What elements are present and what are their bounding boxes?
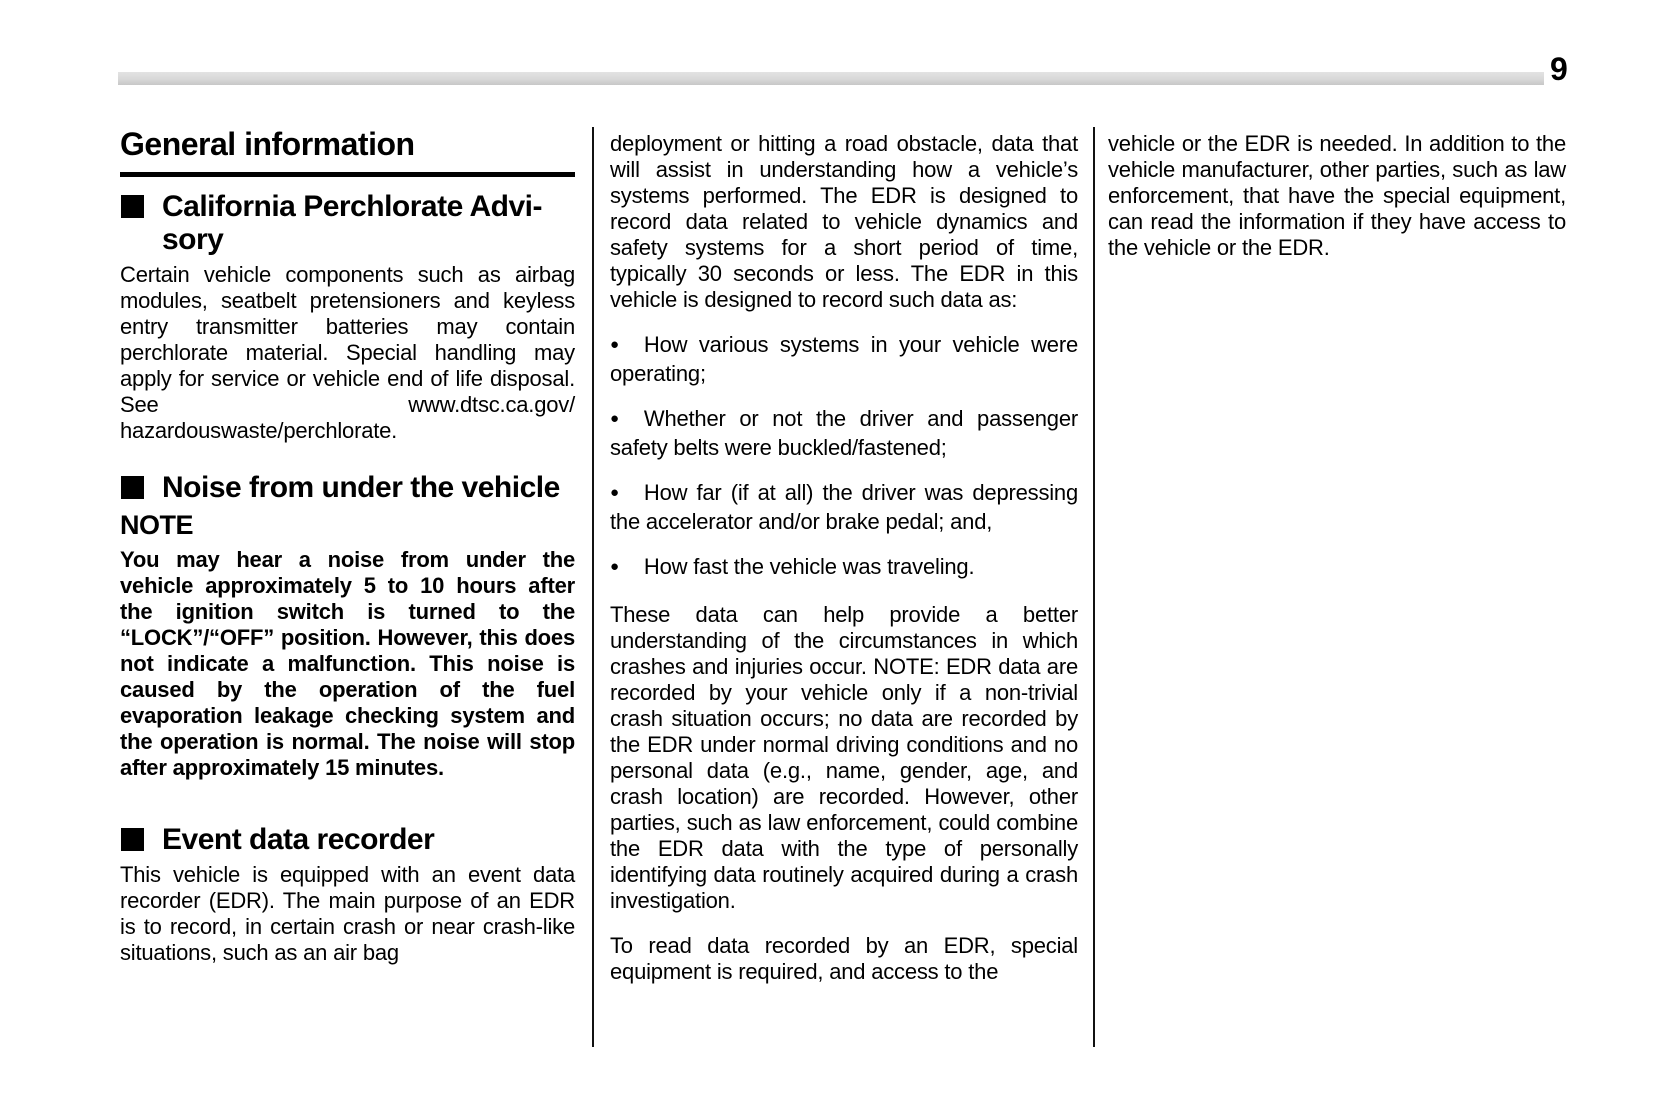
bullet-item <box>610 406 1078 461</box>
section-heading-text: Event data recorder <box>162 823 435 856</box>
bullet-item <box>610 480 1078 535</box>
note-paragraph: You may hear a noise from under the vehicle approximately 5 to 10 hours after the ignition switch is turned to the “LOCK”/“OFF” position. However, this does not indicate a malfunction. This noise is caused by the operation of the fuel evaporation leakage checking system and the operation is normal. The noise will stop after approximately 15 minutes. <box>120 547 575 780</box>
bullet-item <box>610 332 1078 387</box>
section-heading-text: California Perchlorate Advisory <box>162 190 543 256</box>
section-marker-icon <box>121 828 144 851</box>
column-divider-left <box>592 127 594 1047</box>
section-marker-icon <box>121 195 144 218</box>
bullet-item <box>610 554 1078 583</box>
paragraph: To read data recorded by an EDR, special equipment is required, and access to the <box>610 933 1078 984</box>
column-divider-right <box>1093 127 1095 1047</box>
section-heading <box>120 823 575 856</box>
section-heading <box>120 471 575 504</box>
section-heading-text: Noise from under the vehicle <box>162 471 560 504</box>
section-marker-icon <box>121 476 144 499</box>
bullet-text: Whether or not the driver and passenger safety belts were buckled/fastened; <box>610 406 1078 460</box>
page-title: General information <box>120 126 575 177</box>
section-heading <box>120 190 575 256</box>
paragraph: Certain vehicle components such as airbag modules, seatbelt pretensioners and keyless entry transmitter batteries may contain perchlorate material. Special handling may apply for service or vehicle end of life disposal. See www.dtsc.ca.gov/​hazardouswaste/perchlorate. <box>120 262 575 443</box>
paragraph: deployment or hitting a road obstacle, data that will assist in understanding how a vehicle’s systems performed. The EDR is designed to record data related to vehicle dynamics and safety systems for a short period of time, typically 30 seconds or less. The EDR in this vehicle is designed to record such data as: <box>610 131 1078 312</box>
page-number: 9 <box>1550 51 1568 87</box>
bullet-icon: ● <box>610 484 619 501</box>
left-column <box>120 126 575 966</box>
middle-column <box>610 131 1078 985</box>
section-noise-from-under-the-vehicle <box>120 471 575 781</box>
bullet-icon: ● <box>610 410 619 427</box>
section-event-data-recorder <box>120 823 575 966</box>
paragraph: vehicle or the EDR is needed. In addition to the vehicle manufacturer, other parties, such as law enforcement, that have the special equipment, can read the information if they have access to the vehicle or the EDR. <box>1108 131 1566 260</box>
bullet-icon: ● <box>610 558 619 575</box>
header-rule <box>118 72 1544 85</box>
paragraph: These data can help provide a better understanding of the circumstances in which crashes and injuries occur. NOTE: EDR data are recorded by your vehicle only if a non-trivial crash situation occurs; no data are recorded by the EDR under normal driving conditions and no personal data (e.g., name, gender, age, and crash location) are recorded. However, other parties, such as law enforcement, could combine the EDR data with the type of personally identifying data routinely acquired during a crash investigation. <box>610 602 1078 913</box>
bullet-text: How fast the vehicle was traveling. <box>643 554 975 579</box>
section-california-perchlorate-advisory <box>120 190 575 444</box>
paragraph: This vehicle is equipped with an event data recorder (EDR). The main purpose of an EDR is to record, in certain crash or near crash-like situations, such as an air bag <box>120 862 575 965</box>
note-label: NOTE <box>120 510 194 540</box>
bullet-text: How far (if at all) the driver was depressing the accelerator and/or brake pedal; and, <box>610 480 1078 534</box>
bullet-text: How various systems in your vehicle were operating; <box>610 332 1078 386</box>
right-column <box>1108 131 1566 261</box>
bullet-icon: ● <box>610 336 619 353</box>
